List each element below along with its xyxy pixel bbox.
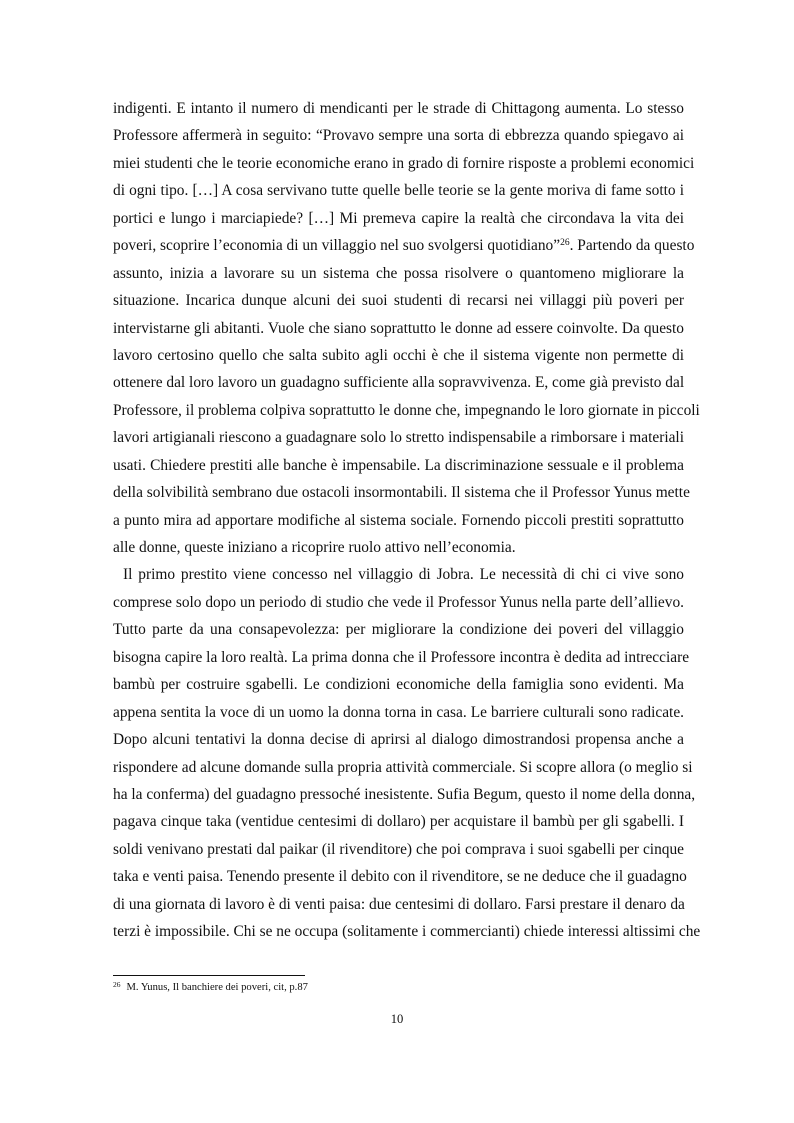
body-line: bambù per costruire sgabelli. Le condizioni economiche della famiglia sono evidenti. Ma [113,676,684,694]
body-line: situazione. Incarica dunque alcuni dei suoi studenti di recarsi nei villaggi più poveri per [113,292,684,310]
body-line: indigenti. E intanto il numero di mendicanti per le strade di Chittagong aumenta. Lo stesso [113,100,684,117]
body-line: ottenere dal loro lavoro un guadagno sufficiente alla sopravvivenza. E, come già previsto dal [113,374,685,392]
body-line: lavori artigianali riescono a guadagnare solo lo stretto indispensabile a rimborsare i materiali [113,429,684,447]
body-line: di una giornata di lavoro è di venti paisa: due centesimi di dollaro. Farsi prestare il denaro da [113,895,685,913]
page-number: 10 [390,1012,404,1026]
document-body [113,95,701,946]
body-line: Tutto parte da una consapevolezza: per migliorare la condizione dei poveri del villaggio [113,621,684,639]
footnote [113,981,308,994]
body-line: Professore affermerà in seguito: “Provavo sempre una sorta di ebbrezza quando spiegavo ai [113,127,684,145]
body-line: intervistarne gli abitanti. Vuole che siano soprattutto le donne ad essere coinvolte. Da questo [113,319,684,337]
body-line: miei studenti che le teorie economiche erano in grado di fornire risposte a problemi economici [113,154,695,172]
body-line-paragraph-start: Il primo prestito viene concesso nel villaggio di Jobra. Le necessità di chi ci vive sono [123,566,684,584]
body-line: ha la conferma) del guadagno pressoché inesistente. Sufia Begum, questo il nome della donna, [113,785,696,803]
body-line: soldi venivano prestati dal paikar (il rivenditore) che poi comprava i suoi sgabelli per cinque [113,840,684,858]
footnote-number: 26 [113,980,121,989]
body-line: portici e lungo i marciapiede? […] Mi premeva capire la realtà che circondava la vita dei [113,209,684,227]
body-line: alle donne, queste iniziano a ricoprire ruolo attivo nell’economia. [113,539,516,556]
footnote-divider [113,975,305,976]
body-line: comprese solo dopo un periodo di studio che vede il Professor Yunus nella parte dell’allievo. [113,593,684,611]
footnote-text: M. Yunus, Il banchiere dei poveri, cit, p.87 [126,982,308,993]
body-line: assunto, inizia a lavorare su un sistema che possa risolvere o quantomeno migliorare la [113,264,684,282]
footnote-reference[interactable]: 26 [560,238,570,249]
body-line: taka e venti paisa. Tenendo presente il debito con il rivenditore, se ne deduce che il guadagno [113,868,687,886]
body-line: bisogna capire la loro realtà. La prima donna che il Professore incontra è dedita ad intrecciare [113,648,690,666]
body-line: lavoro certosino quello che salta subito agli occhi è che il sistema vigente non permette di [113,346,684,364]
body-line: della solvibilità sembrano due ostacoli insormontabili. Il sistema che il Professor Yunus mette [113,484,690,502]
body-line-with-footnote-ref [113,232,695,259]
body-line: terzi è impossibile. Chi se ne occupa (solitamente i commercianti) chiede interessi altissimi che [113,923,701,941]
body-line: Professore, il problema colpiva soprattutto le donne che, impegnando le loro giornate in piccoli [113,401,700,419]
body-line: a punto mira ad apportare modifiche al sistema sociale. Fornendo piccoli prestiti soprattutto [113,511,684,529]
body-line-tail: . Partendo da questo [569,237,695,255]
body-line-text: poveri, scoprire l’economia di un villaggio nel suo svolgersi quotidiano” [113,237,561,255]
body-line: pagava cinque taka (ventidue centesimi di dollaro) per acquistare il bambù per gli sgabelli. I [113,813,684,831]
body-line: rispondere ad alcune domande sulla propria attività commerciale. Si scopre allora (o meglio si [113,758,693,776]
body-line: appena sentita la voce di un uomo la donna torna in casa. Le barriere culturali sono radicate. [113,703,684,721]
body-line: di ogni tipo. […] A cosa servivano tutte quelle belle teorie se la gente moriva di fame sotto i [113,182,684,200]
body-line: Dopo alcuni tentativi la donna decise di aprirsi al dialogo dimostrandosi propensa anche a [113,731,684,749]
body-line: usati. Chiedere prestiti alle banche è impensabile. La discriminazione sessuale e il problema [113,456,684,474]
